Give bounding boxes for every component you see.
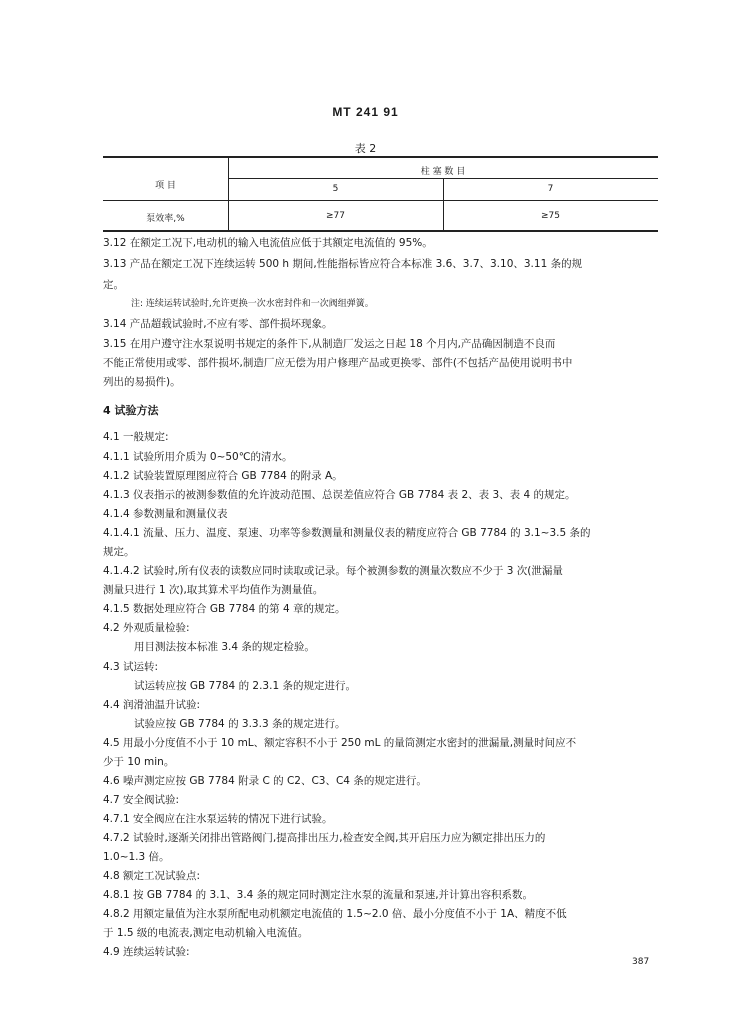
- page-number: 387: [632, 957, 650, 967]
- table-col-group-header: 柱 塞 数 目: [420, 167, 466, 177]
- table-header-divider: [103, 200, 658, 201]
- clause-4-4: 4.4 润滑油温升试验:: [103, 699, 201, 711]
- clause-4-2-body: 用目测法按本标准 3.4 条的规定检验。: [134, 641, 315, 653]
- section-4-title: 4 试验方法: [103, 404, 159, 417]
- clause-4-9: 4.9 连续运转试验:: [103, 946, 190, 958]
- table-row-label: 泵效率,%: [146, 214, 185, 224]
- table-bottom-rule: [103, 230, 658, 232]
- clause-4-1: 4.1 一般规定:: [103, 431, 169, 443]
- clause-4-5: 4.5 用最小分度值不小于 10 mL、额定容积不小于 250 mL 的量筒测定水密封的泄漏量,测量时间应不: [103, 737, 577, 749]
- clause-3-15-cont1: 不能正常使用或零、部件损坏,制造厂应无偿为用户修理产品或更换零、部件(不包括产品使用说明书中: [103, 357, 573, 369]
- clause-3-15: 3.15 在用户遵守注水泵说明书规定的条件下,从制造厂发运之日起 18 个月内,产品确因制造不良而: [103, 338, 556, 350]
- standard-header: MT 241 91: [332, 105, 399, 119]
- clause-4-5-cont: 少于 10 min。: [103, 756, 175, 768]
- table-top-rule: [103, 156, 658, 158]
- clause-4-1-1: 4.1.1 试验所用介质为 0~50℃的清水。: [103, 451, 293, 463]
- clause-3-14: 3.14 产品超载试验时,不应有零、部件损坏现象。: [103, 318, 333, 330]
- clause-4-3: 4.3 试运转:: [103, 661, 159, 673]
- clause-4-8-2: 4.8.2 用额定量值为注水泵所配电动机额定电流值的 1.5~2.0 倍、最小分度值不小于 1A、精度不低: [103, 908, 567, 920]
- table-row-header: 项 目: [155, 181, 176, 191]
- clause-4-8: 4.8 额定工况试验点:: [103, 870, 201, 882]
- clause-3-12: 3.12 在额定工况下,电动机的输入电流值应低于其额定电流值的 95%。: [103, 237, 433, 249]
- clause-4-4-body: 试验应按 GB 7784 的 3.3.3 条的规定进行。: [134, 718, 346, 730]
- table-value-7: ≥75: [541, 211, 560, 221]
- clause-3-15-cont2: 列出的易损件)。: [103, 376, 181, 388]
- clause-4-1-3: 4.1.3 仪表指示的被测参数值的允许波动范围、总误差值应符合 GB 7784 表 2、表 3、表 4 的规定。: [103, 489, 576, 501]
- clause-4-1-4-2: 4.1.4.2 试验时,所有仪表的读数应同时读取或记录。每个被测参数的测量次数应不少于 3 次(泄漏量: [103, 565, 563, 577]
- clause-4-2: 4.2 外观质量检验:: [103, 622, 190, 634]
- clause-4-7-2-cont: 1.0~1.3 倍。: [103, 851, 170, 863]
- clause-4-1-4-2-cont: 测量只进行 1 次),取其算术平均值作为测量值。: [103, 584, 324, 596]
- clause-4-7-1: 4.7.1 安全阀应在注水泵运转的情况下进行试验。: [103, 813, 333, 825]
- note-3-13: 注: 连续运转试验时,允许更换一次水密封件和一次阀组弹簧。: [131, 299, 374, 309]
- table-subheader-rule: [228, 178, 658, 179]
- clause-4-8-1: 4.8.1 按 GB 7784 的 3.1、3.4 条的规定同时测定注水泵的流量和泵速,并计算出容积系数。: [103, 889, 534, 901]
- clause-4-3-body: 试运转应按 GB 7784 的 2.3.1 条的规定进行。: [134, 680, 356, 692]
- clause-4-1-2: 4.1.2 试验装置原理图应符合 GB 7784 的附录 A。: [103, 470, 343, 482]
- clause-3-13: 3.13 产品在额定工况下连续运转 500 h 期间,性能指标皆应符合本标准 3.6、3.7、3.10、3.11 条的规: [103, 258, 583, 270]
- table-col-5: 5: [332, 184, 339, 194]
- clause-4-6: 4.6 噪声测定应按 GB 7784 附录 C 的 C2、C3、C4 条的规定进行。: [103, 775, 427, 787]
- table-value-5: ≥77: [326, 211, 345, 221]
- table-title: 表 2: [354, 142, 377, 155]
- table-col-7: 7: [547, 184, 554, 194]
- clause-4-8-2-cont: 于 1.5 级的电流表,测定电动机输入电流值。: [103, 927, 309, 939]
- clause-4-7: 4.7 安全阀试验:: [103, 794, 180, 806]
- clause-4-7-2: 4.7.2 试验时,逐渐关闭排出管路阀门,提高排出压力,检查安全阀,其开启压力应为额定排出压力的: [103, 832, 546, 844]
- clause-4-1-4-1-cont: 规定。: [103, 546, 135, 558]
- clause-4-1-5: 4.1.5 数据处理应符合 GB 7784 的第 4 章的规定。: [103, 603, 346, 615]
- clause-3-13-cont: 定。: [103, 279, 124, 291]
- clause-4-1-4: 4.1.4 参数测量和测量仪表: [103, 508, 228, 520]
- clause-4-1-4-1: 4.1.4.1 流量、压力、温度、泵速、功率等参数测量和测量仪表的精度应符合 GB 7784 的 3.1~3.5 条的: [103, 527, 591, 539]
